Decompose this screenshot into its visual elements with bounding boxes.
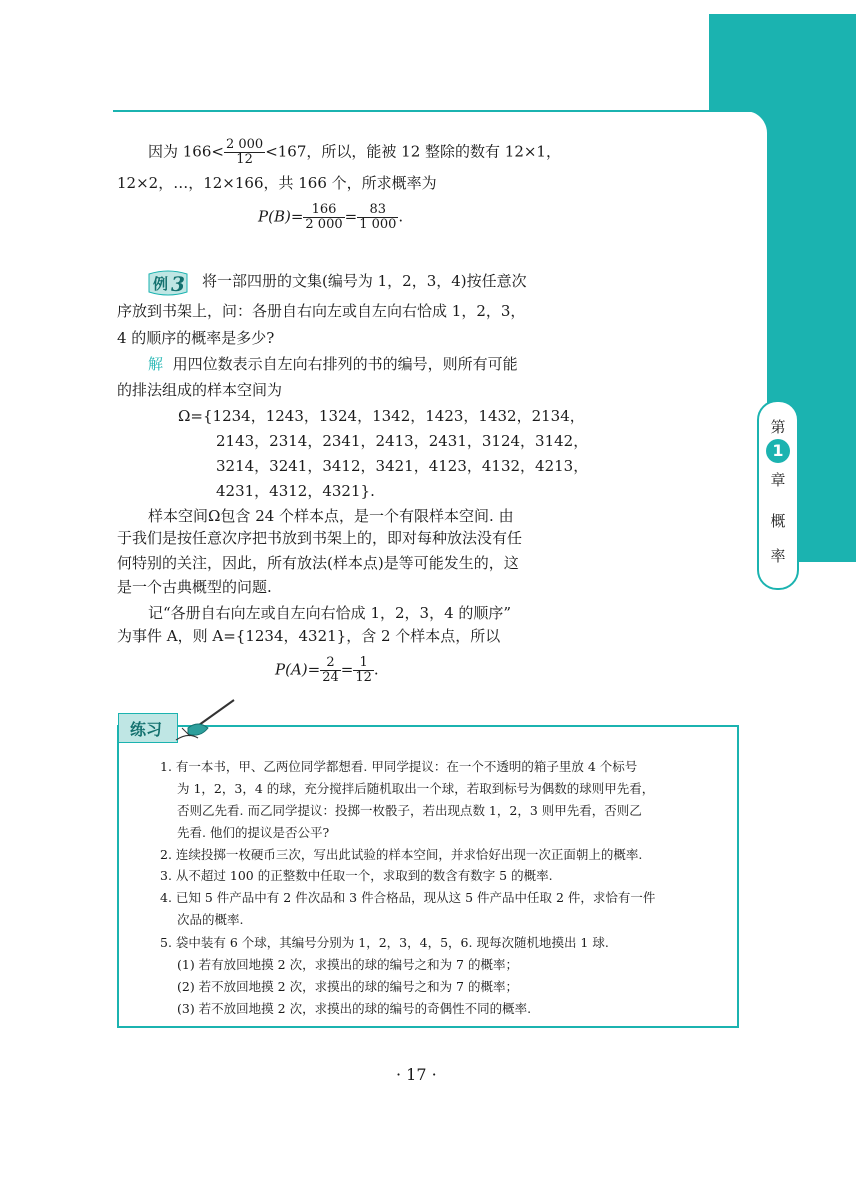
practice-q2: 2. 连续投掷一枚硬币三次，写出此试验的样本空间，并求恰好出现一次正面朝上的概率. <box>160 847 643 862</box>
chapter-number-badge: 1 <box>766 439 790 463</box>
example-badge-number: 3 <box>171 272 185 296</box>
example3-line2: 序放到书架上，问：各册自右向左或自左向右恰成 1，2，3， <box>117 302 526 320</box>
chapter-prefix: 第 <box>770 418 786 436</box>
omega-line1: Ω={1234，1243，1324，1342，1423，1432，2134， <box>178 407 585 425</box>
fraction-166-2000: $\frac{166}{2 000}$ <box>305 202 343 232</box>
para3-line2: 为事件 A，则 A={1234，4321}，含 2 个样本点，所以 <box>117 627 501 645</box>
solution-line2: 的排法组成的样本空间为 <box>117 381 283 399</box>
practice-q5: 5. 袋中装有 6 个球，其编号分别为 1，2，3，4，5，6. 现每次随机地摸出 1 球. <box>160 935 609 950</box>
fraction-2000-12: $\frac{2 000}{12}$ <box>225 137 264 167</box>
chapter-side-tab <box>757 400 799 590</box>
header-rule <box>113 110 753 112</box>
para2-line2: 于我们是按任意次序把书放到书架上的，即对每种放法没有任 <box>117 529 523 547</box>
example-badge-label: 例 <box>153 275 169 293</box>
page-number: · 17 · <box>396 1065 437 1084</box>
solution-marker: 解 <box>148 355 164 373</box>
equation-pa: P(A)= $\frac{2}{24}$ = $\frac{1}{12}$ . <box>275 655 379 685</box>
practice-q4-line2: 次品的概率. <box>177 912 244 927</box>
example3-line3: 4 的顺序的概率是多少? <box>117 329 275 347</box>
practice-q4-line1: 4. 已知 5 件产品中有 2 件次品和 3 件合格品，现从这 5 件产品中任取 2 件，求恰有一件 <box>160 890 656 905</box>
practice-q1-line2: 为 1，2，3，4 的球，充分搅拌后随机取出一个球，若取到标号为偶数的球则甲先看， <box>177 781 655 796</box>
practice-label-text: 练习 <box>130 720 163 739</box>
para2-line3: 何特别的关注，因此，所有放法(样本点)是等可能发生的，这 <box>117 554 519 572</box>
para3-line1: 记“各册自右向左或自左向右恰成 1，2，3，4 的顺序” <box>148 604 512 622</box>
para1-line1: 因为 166< $\frac{2 000}{12}$ <167，所以，能被 12 整除的数有 12×1， <box>148 137 561 167</box>
chapter-title-char-2: 率 <box>770 547 786 565</box>
para2-line4: 是一个古典概型的问题. <box>117 578 272 596</box>
practice-q5-sub3: (3) 若不放回地摸 2 次，求摸出的球的编号的奇偶性不同的概率. <box>177 1001 532 1016</box>
fraction-2-24: $\frac{2}{24}$ <box>322 655 339 685</box>
fraction-83-1000: $\frac{83}{1 000}$ <box>359 202 397 232</box>
practice-q1-line1: 1. 有一本书，甲、乙两位同学都想看. 甲同学提议：在一个不透明的箱子里放 4 个标号 <box>160 759 638 774</box>
example3-line1: 将一部四册的文集(编号为 1，2，3，4)按任意次 <box>202 272 527 290</box>
para1-line2: 12×2，…，12×166，共 166 个，所求概率为 <box>117 174 437 192</box>
chapter-suffix: 章 <box>770 471 786 489</box>
practice-q3: 3. 从不超过 100 的正整数中任取一个，求取到的数含有数字 5 的概率. <box>160 868 553 883</box>
chapter-title-char-1: 概 <box>770 512 786 530</box>
example-badge <box>146 270 190 296</box>
practice-q5-sub2: (2) 若不放回地摸 2 次，求摸出的球的编号之和为 7 的概率； <box>177 979 518 994</box>
practice-q1-line4: 先看. 他们的提议是否公平? <box>177 825 330 840</box>
para2-line1: 样本空间Ω包含 24 个样本点，是一个有限样本空间. 由 <box>148 507 514 525</box>
fraction-1-12: $\frac{1}{12}$ <box>355 655 372 685</box>
practice-q5-sub1: (1) 若有放回地摸 2 次，求摸出的球的编号之和为 7 的概率； <box>177 957 518 972</box>
pen-icon <box>168 698 238 744</box>
equation-pb: P(B)= $\frac{166}{2 000}$ = $\frac{83}{1 000}$ . <box>258 202 404 232</box>
practice-q1-line3: 否则乙先看. 而乙同学提议：投掷一枚骰子，若出现点数 1，2，3 则甲先看，否则乙 <box>177 803 642 818</box>
omega-line4: 4231，4312，4321}. <box>216 482 375 500</box>
solution-line1: 解 用四位数表示自左向右排列的书的编号，则所有可能 <box>148 355 518 373</box>
omega-line3: 3214，3241，3412，3421，4123，4132，4213， <box>216 457 589 475</box>
omega-line2: 2143，2314，2341，2413，2431，3124，3142， <box>216 432 589 450</box>
